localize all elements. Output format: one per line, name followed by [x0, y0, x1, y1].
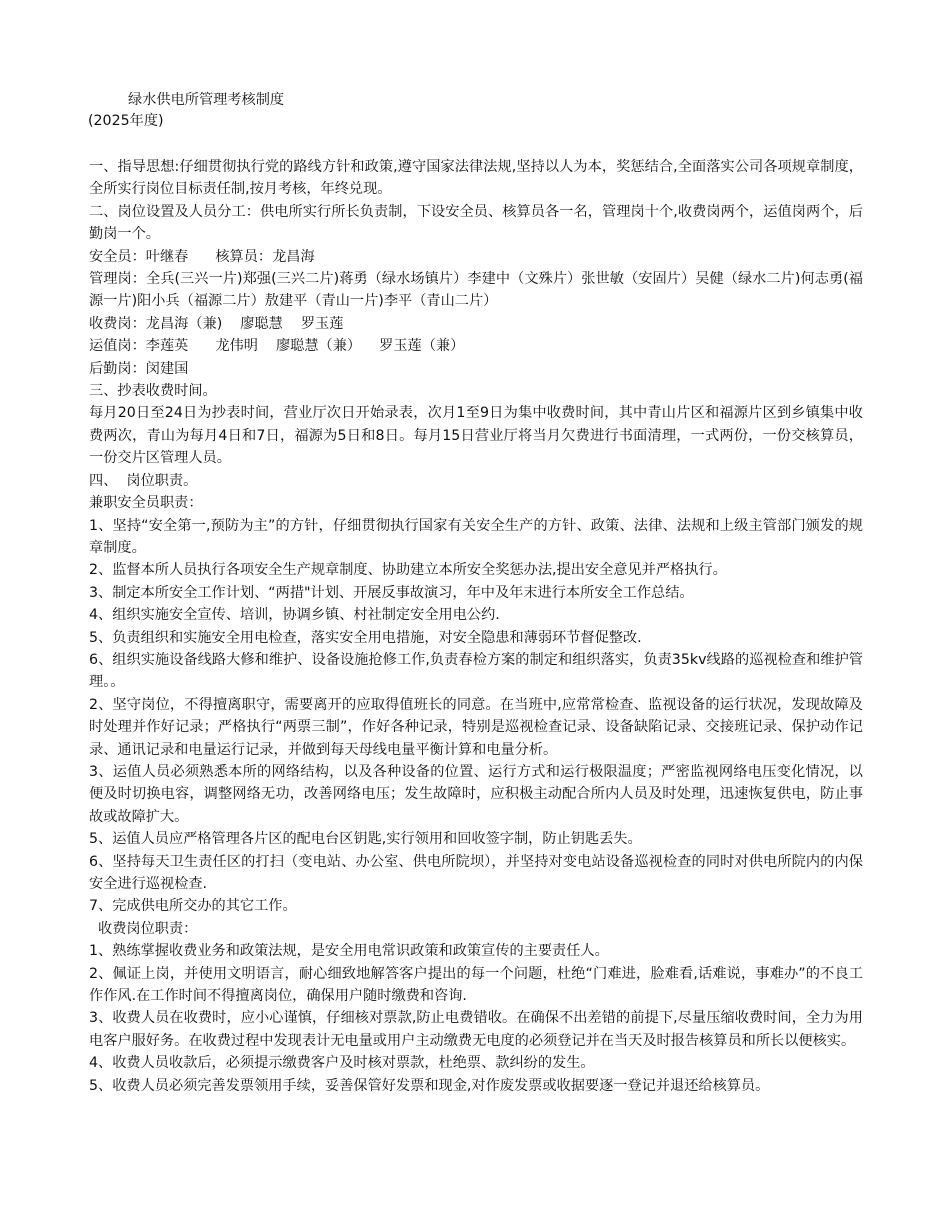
list-item: 1、坚持“安全第一,预防为主”的方针，仔细贯彻执行国家有关安全生产的方针、政策、法律、法规和上级主管部门颁发的规章制度。	[89, 517, 863, 556]
paragraph: 一、指导思想:仔细贯彻执行党的路线方针和政策,遵守国家法律法规,坚持以人为本，奖惩结合,全面落实公司各项规章制度，全所实行岗位目标责任制,按月考核，年终兑现。	[89, 159, 863, 198]
list-item: 3、运值人员必须熟悉本所的网络结构，以及各种设备的位置、运行方式和运行极限温度；严密监视网络电压变化情况，以便及时切换电容，调整网络无功，改善网络电压；发生故障时，应积极主动配合所内人员及时处理，迅速恢复供电，防止事故或故障扩大。	[89, 763, 863, 825]
paragraph: 安全员：叶继春 核算员：龙昌海	[89, 248, 315, 265]
subheading: 收费岗位职责：	[98, 920, 198, 937]
list-item: 5、收费人员必须完善发票领用手续，妥善保管好发票和现金,对作废发票或收据要逐一登记并退还给核算员。	[89, 1077, 770, 1094]
paragraph: 二、岗位设置及人员分工：供电所实行所长负责制，下设安全员、核算员各一名，管理岗十个,收费岗两个，运值岗两个，后勤岗一个。	[89, 203, 863, 243]
list-item: 2、监督本所人员执行各项安全生产规章制度、协助建立本所安全奖惩办法,提出安全意见并严格执行。	[89, 562, 727, 579]
list-item: 2、坚守岗位，不得擅离职守，需要离开的应取得值班长的同意。在当班中,应常常检查、监视设备的运行状况，发现故障及时处理并作好记录；严格执行“两票三制”，作好各种记录，特别是巡视检查记录、设备缺陷记录、交接班记录、保护动作记录、通讯记录和电量运行记录，并做到每天母线电量平衡计算和电量分析。	[89, 696, 863, 758]
paragraph: 收费岗：龙昌海（兼) 廖聪慧 罗玉莲	[89, 315, 344, 332]
document-body	[89, 156, 863, 1097]
paragraph: 运值岗：李莲英 龙伟明 廖聪慧（兼） 罗玉莲（兼）	[89, 338, 465, 355]
list-item: 4、组织实施安全宣传、培训，协调乡镇、村社制定安全用电公约.	[89, 607, 500, 624]
paragraph: 后勤岗：闵建国	[89, 360, 189, 377]
list-item: 7、完成供电所交办的其它工作。	[89, 898, 297, 915]
list-item: 5、负责组织和实施安全用电检查，落实安全用电措施，对安全隐患和薄弱环节督促整改.	[89, 629, 642, 646]
list-item: 6、组织实施设备线路大修和维护、设备设施抢修工作,负责春检方案的制定和组织落实，负责35kv线路的巡视检查和维护管理。。	[89, 651, 863, 691]
document-title: 绿水供电所管理考核制度	[128, 92, 285, 108]
list-item: 2、佩证上岗，并使用文明语言，耐心细致地解答客户提出的每一个问题，杜绝“门难进，脸难看,话难说，事难办”的不良工作作风.在工作时间不得擅离岗位，确保用户随时缴费和咨询.	[89, 965, 863, 1005]
list-item: 5、运值人员应严格管理各片区的配电台区钥匙,实行领用和回收签字制，防止钥匙丢失。	[89, 831, 642, 848]
list-item: 3、收费人员在收费时，应小心谨慎，仔细核对票款,防止电费错收。在确保不出差错的前提下,尽量压缩收费时间，全力为用电客户服好务。在收费过程中发现表计无电量或用户主动缴费无电度的必须登记并在当天及时报告核算员和所长以便核实。	[89, 1010, 863, 1049]
section-heading: 三、抄表收费时间。	[89, 383, 217, 400]
paragraph: 管理岗：全兵(三兴一片)郑强(三兴二片)蒋勇（绿水场镇片）李建中（文殊片）张世敏（安固片）吴健（绿水二片)何志勇(福源一片)阳小兵（福源二片）敖建平（青山一片)李平（青山二片）	[89, 271, 863, 310]
section-heading: 四、 岗位职责。	[89, 472, 198, 489]
paragraph: 每月20日至24日为抄表时间，营业厅次日开始录表，次月1至9日为集中收费时间，其中青山片区和福源片区到乡镇集中收费两次，青山为每月4日和7日，福源为5日和8日。每月15日营业厅将当月欠费进行书面清理，一式两份，一份交核算员，一份交片区管理人员。	[89, 405, 863, 467]
subheading: 兼职安全员职责：	[89, 495, 203, 512]
list-item: 4、收费人员收款后，必须提示缴费客户及时核对票款，杜绝票、款纠纷的发生。	[89, 1055, 595, 1072]
list-item: 3、制定本所安全工作计划、“两措"计划、开展反事故演习，年中及年末进行本所安全工作总结。	[89, 584, 694, 601]
list-item: 1、熟练掌握收费业务和政策法规，是安全用电常识政策和政策宣传的主要责任人。	[89, 943, 609, 960]
list-item: 6、坚持每天卫生责任区的打扫（变电站、办公室、供电所院坝），并坚持对变电站设备巡视检查的同时对供电所院内的内保安全进行巡视检查.	[89, 853, 863, 892]
document-year: (2025年度)	[88, 113, 164, 129]
